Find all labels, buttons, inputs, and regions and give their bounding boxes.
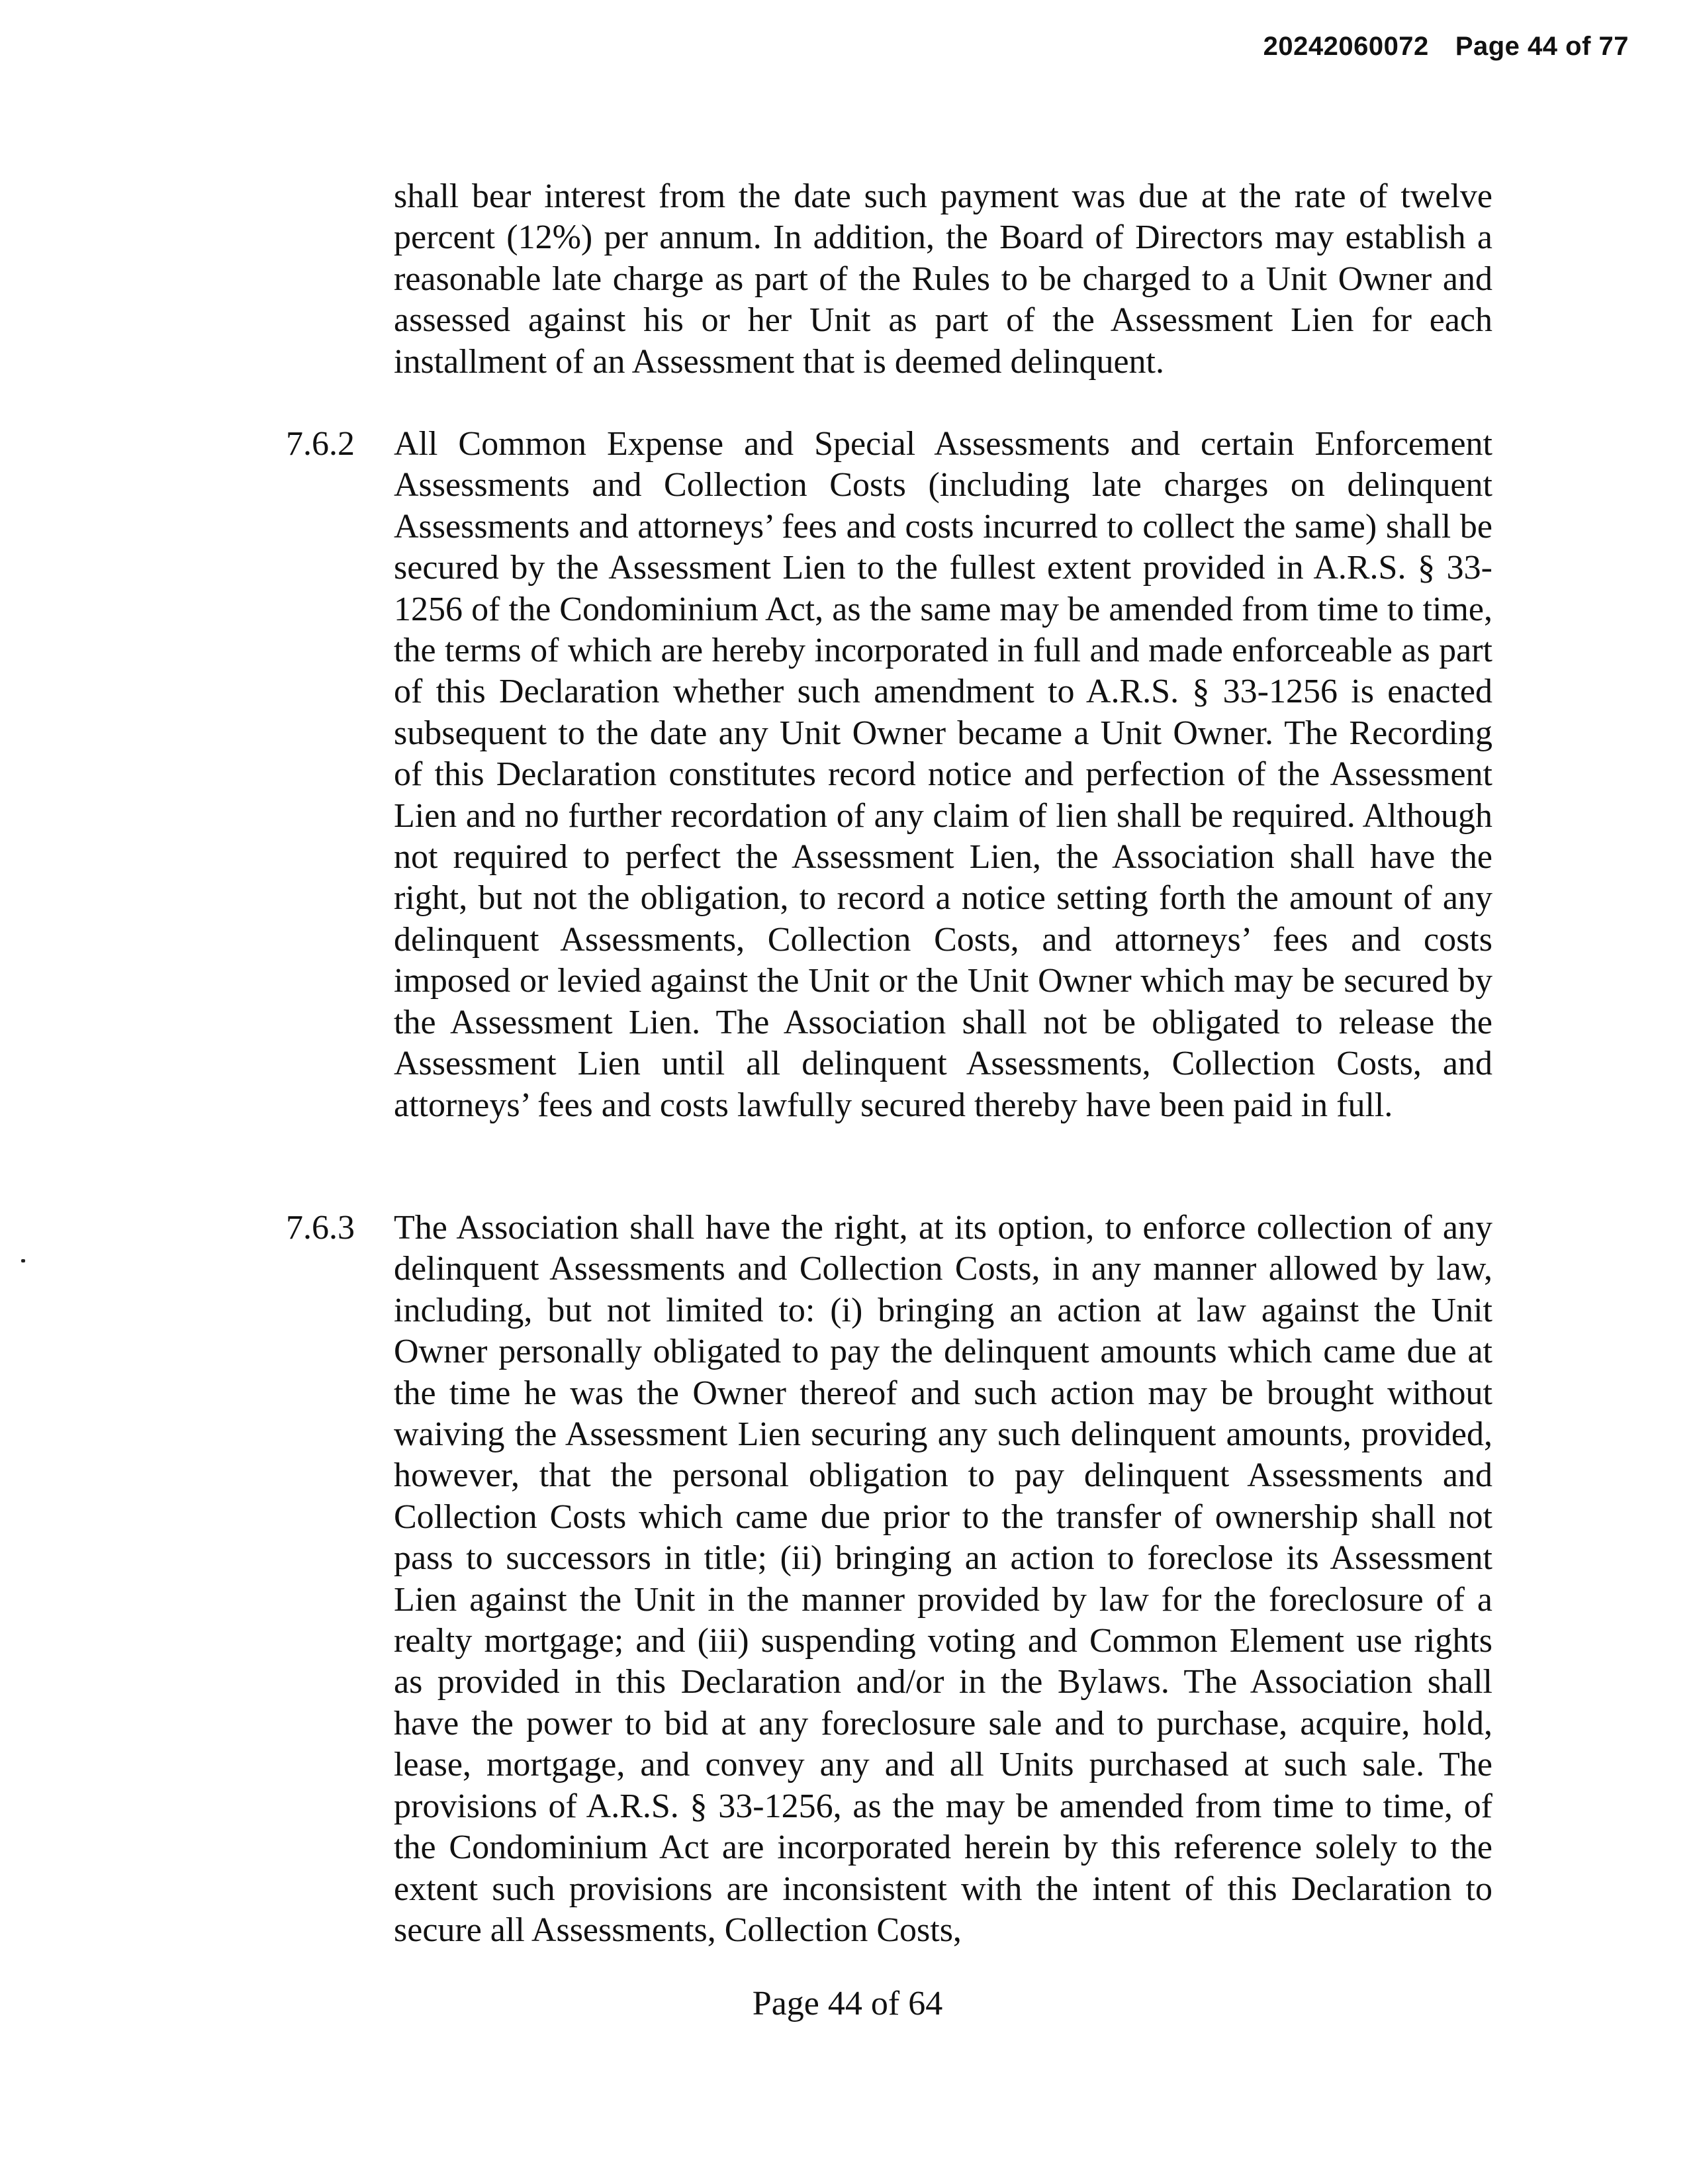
document-number: 20242060072: [1263, 32, 1429, 61]
continuation-paragraph: shall bear interest from the date such payment was due at the rate of twelve percent (12%) per annum. In addition, the Board of Directors may establish a reasonable late charge as part of the Rules to be charged to a Unit Owner and assessed against his or her Unit as part of the Assessment Lien for each installment of an Assessment that is deemed delinquent.: [394, 177, 1492, 381]
page-footer: Page 44 of 64: [752, 1985, 943, 2022]
recording-page-label: Page 44 of 77: [1455, 32, 1629, 61]
section-text-7-6-2: All Common Expense and Special Assessments and certain Enforcement Assessments and Collection Costs (including late charges on delinquent Assessments and attorneys’ fees and costs incurred to collect the same) shall be secured by the Assessment Lien to the fullest extent provided in A.R.S. § 33-1256 of the Condominium Act, as the same may be amended from time to time, the terms of which are hereby incorporated in full and made enforceable as part of this Declaration whether such amendment to A.R.S. § 33-1256 is enacted subsequent to the date any Unit Owner became a Unit Owner. The Recording of this Declaration constitutes record notice and perfection of the Assessment Lien and no further recordation of any claim of lien shall be required. Although not required to perfect the Assessment Lien, the Association shall have the right, but not the obligation, to record a notice setting forth the amount of any delinquent Assessments, Collection Costs, and attorneys’ fees and costs imposed or levied against the Unit or the Unit Owner which may be secured by the Assessment Lien. The Association shall not be obligated to release the Assessment Lien until all delinquent Assessments, Collection Costs, and attorneys’ fees and costs lawfully secured thereby have been paid in full.: [394, 425, 1492, 1124]
section-number-7-6-3: 7.6.3: [286, 1209, 355, 1247]
recording-header: [1263, 32, 1629, 62]
scan-artifact-mark: [21, 1259, 25, 1262]
section-number-7-6-2: 7.6.2: [286, 425, 355, 463]
section-text-7-6-3: The Association shall have the right, at its option, to enforce collection of any delinquent Assessments and Collection Costs, in any manner allowed by law, including, but not limited to: (i) bringing an action at law against the Unit Owner personally obligated to pay the delinquent amounts which came due at the time he was the Owner thereof and such action may be brought without waiving the Assessment Lien securing any such delinquent amounts, provided, however, that the personal obligation to pay delinquent Assessments and Collection Costs which came due prior to the transfer of ownership shall not pass to successors in title; (ii) bringing an action to foreclose its Assessment Lien against the Unit in the manner provided by law for the foreclosure of a realty mortgage; and (iii) suspending voting and Common Element use rights as provided in this Declaration and/or in the Bylaws. The Association shall have the power to bid at any foreclosure sale and to purchase, acquire, hold, lease, mortgage, and convey any and all Units purchased at such sale. The provisions of A.R.S. § 33-1256, as the may be amended from time to time, of the Condominium Act are incorporated herein by this reference solely to the extent such provisions are inconsistent with the intent of this Declaration to secure all Assessments, Collection Costs,: [394, 1209, 1492, 1949]
